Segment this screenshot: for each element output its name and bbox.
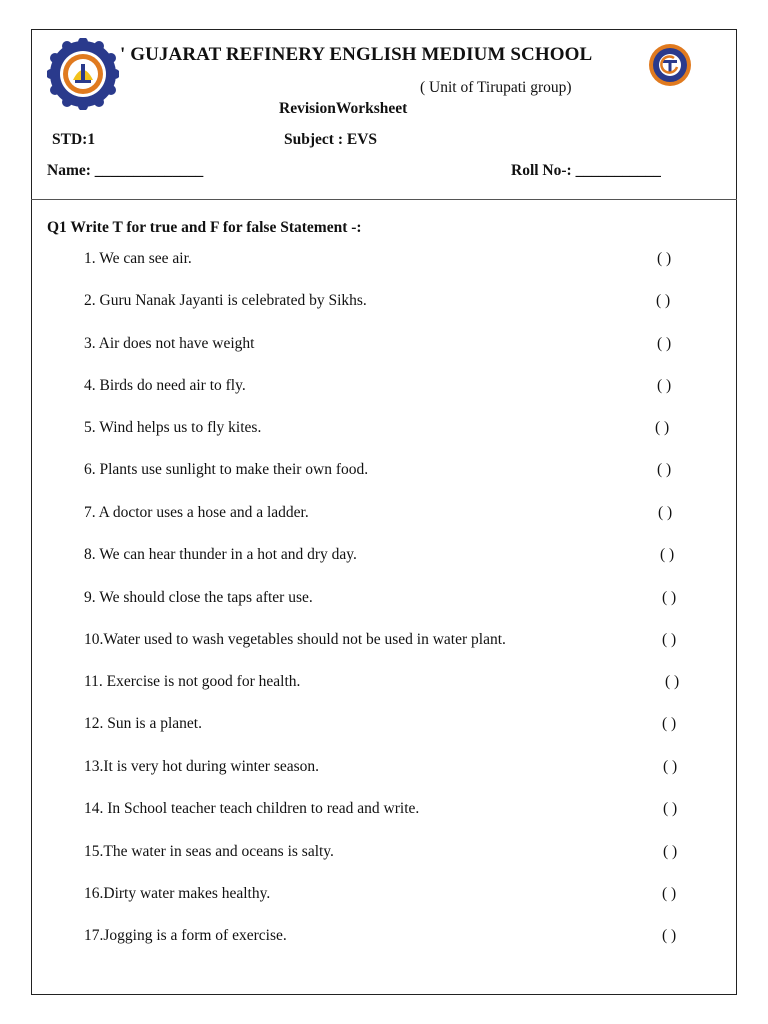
- subject-label: Subject : EVS: [284, 131, 378, 148]
- answer-blank[interactable]: ( ): [662, 715, 677, 732]
- answer-blank[interactable]: ( ): [657, 377, 672, 394]
- school-name: ' GUJARAT REFINERY ENGLISH MEDIUM SCHOOL: [120, 44, 593, 65]
- answer-blank[interactable]: ( ): [665, 673, 680, 690]
- statement-text: 15.The water in seas and oceans is salty.: [84, 843, 334, 860]
- statement-text: 3. Air does not have weight: [84, 335, 255, 352]
- statement-text: 6. Plants use sunlight to make their own food.: [84, 461, 369, 478]
- tirupati-group-logo-icon: [644, 43, 696, 87]
- answer-blank[interactable]: ( ): [662, 589, 677, 606]
- worksheet-title: RevisionWorksheet: [279, 100, 408, 117]
- name-field-label: Name: ______________: [47, 162, 204, 179]
- question-title: Q1 Write T for true and F for false Statement -:: [47, 219, 362, 236]
- answer-blank[interactable]: ( ): [663, 800, 678, 817]
- statement-text: 5. Wind helps us to fly kites.: [84, 419, 262, 436]
- header-divider: [31, 199, 737, 200]
- answer-blank[interactable]: ( ): [662, 885, 677, 902]
- answer-blank[interactable]: ( ): [657, 461, 672, 478]
- statement-text: 16.Dirty water makes healthy.: [84, 885, 271, 902]
- statement-text: 17.Jogging is a form of exercise.: [84, 927, 287, 944]
- answer-blank[interactable]: ( ): [662, 631, 677, 648]
- statement-text: 7. A doctor uses a hose and a ladder.: [84, 504, 309, 521]
- statement-text: 8. We can hear thunder in a hot and dry day.: [84, 546, 357, 563]
- statement-text: 12. Sun is a planet.: [84, 715, 202, 732]
- statement-text: 11. Exercise is not good for health.: [84, 673, 301, 690]
- answer-blank[interactable]: ( ): [663, 758, 678, 775]
- answer-blank[interactable]: ( ): [655, 419, 670, 436]
- answer-blank[interactable]: ( ): [658, 504, 673, 521]
- statement-text: 13.It is very hot during winter season.: [84, 758, 320, 775]
- statement-text: 14. In School teacher teach children to read and write.: [84, 800, 420, 817]
- statement-text: 2. Guru Nanak Jayanti is celebrated by Sikhs.: [84, 292, 367, 309]
- answer-blank[interactable]: ( ): [662, 927, 677, 944]
- statement-text: 10.Water used to wash vegetables should not be used in water plant.: [84, 631, 506, 648]
- statement-text: 9. We should close the taps after use.: [84, 589, 313, 606]
- school-logo-left-icon: [47, 38, 119, 110]
- roll-no-field-label: Roll No-: ___________: [511, 162, 661, 179]
- answer-blank[interactable]: ( ): [660, 546, 675, 563]
- answer-blank[interactable]: ( ): [657, 250, 672, 267]
- std-label: STD:1: [52, 131, 96, 148]
- school-subtitle: ( Unit of Tirupati group): [420, 79, 572, 96]
- answer-blank[interactable]: ( ): [656, 292, 671, 309]
- answer-blank[interactable]: ( ): [663, 843, 678, 860]
- statement-text: 1. We can see air.: [84, 250, 192, 267]
- answer-blank[interactable]: ( ): [657, 335, 672, 352]
- statement-text: 4. Birds do need air to fly.: [84, 377, 246, 394]
